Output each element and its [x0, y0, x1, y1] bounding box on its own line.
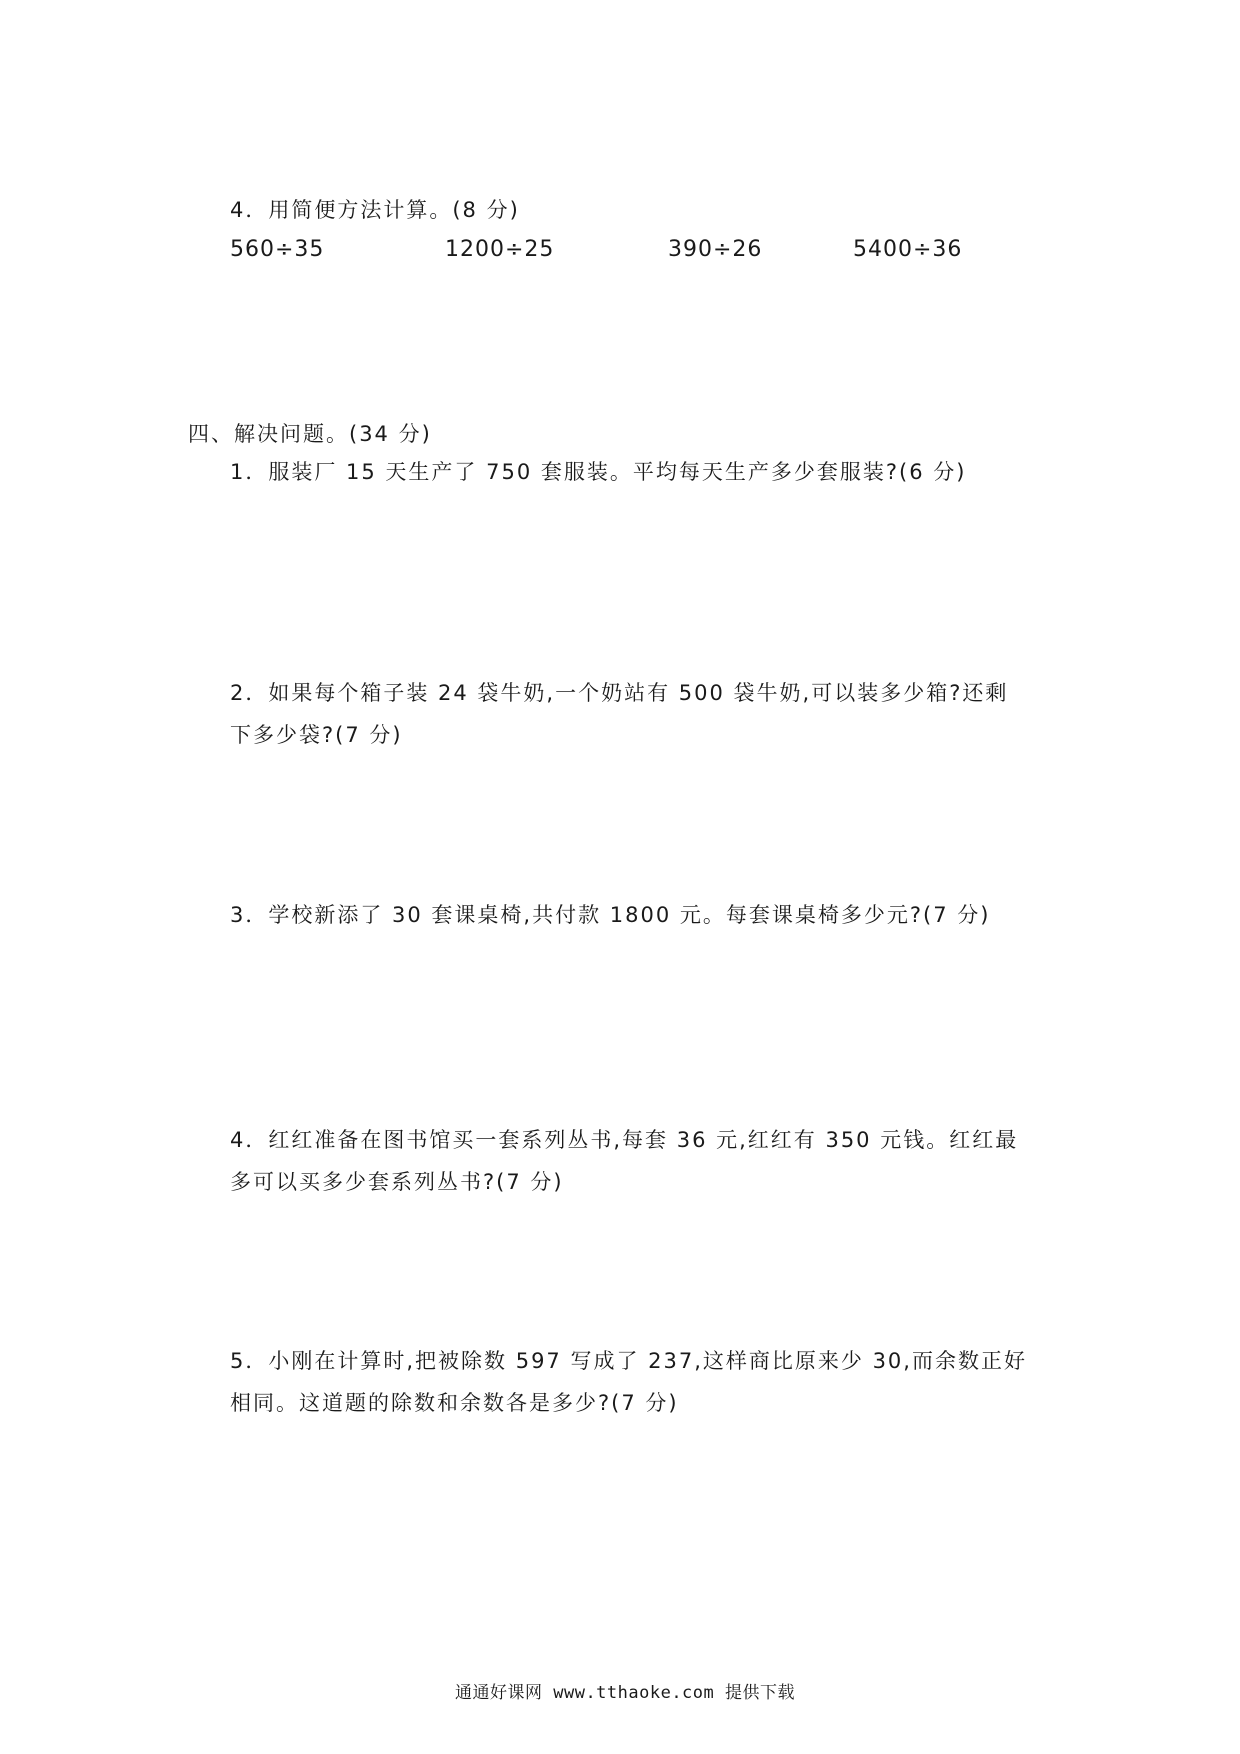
- problem-4-line-2: 多可以买多少套系列丛书?(7 分): [230, 1170, 564, 1194]
- calc-expression: 5400÷36: [853, 237, 963, 262]
- problem-5-line-2: 相同。这道题的除数和余数各是多少?(7 分): [230, 1391, 679, 1415]
- section-heading: 四、解决问题。(34 分): [188, 422, 432, 446]
- problem-2-line-1: 2．如果每个箱子装 24 袋牛奶,一个奶站有 500 袋牛奶,可以装多少箱?还剩: [230, 681, 1009, 705]
- footer-download-note: 通通好课网 www.tthaoke.com 提供下载: [455, 1683, 795, 1703]
- problem-3-line-1: 3．学校新添了 30 套课桌椅,共付款 1800 元。每套课桌椅多少元?(7 分): [230, 903, 991, 927]
- calc-expression: 390÷26: [668, 237, 763, 262]
- problem-2-line-2: 下多少袋?(7 分): [230, 723, 403, 747]
- problem-5-line-1: 5．小刚在计算时,把被除数 597 写成了 237,这样商比原来少 30,而余数正好: [230, 1349, 1027, 1373]
- problem-4-line-1: 4．红红准备在图书馆买一套系列丛书,每套 36 元,红红有 350 元钱。红红最: [230, 1128, 1019, 1152]
- problem-1-line-1: 1．服装厂 15 天生产了 750 套服装。平均每天生产多少套服装?(6 分): [230, 460, 967, 484]
- q4-calc-title: 4．用简便方法计算。(8 分): [230, 198, 520, 222]
- calc-expression: 1200÷25: [445, 237, 555, 262]
- calc-expression: 560÷35: [230, 237, 325, 262]
